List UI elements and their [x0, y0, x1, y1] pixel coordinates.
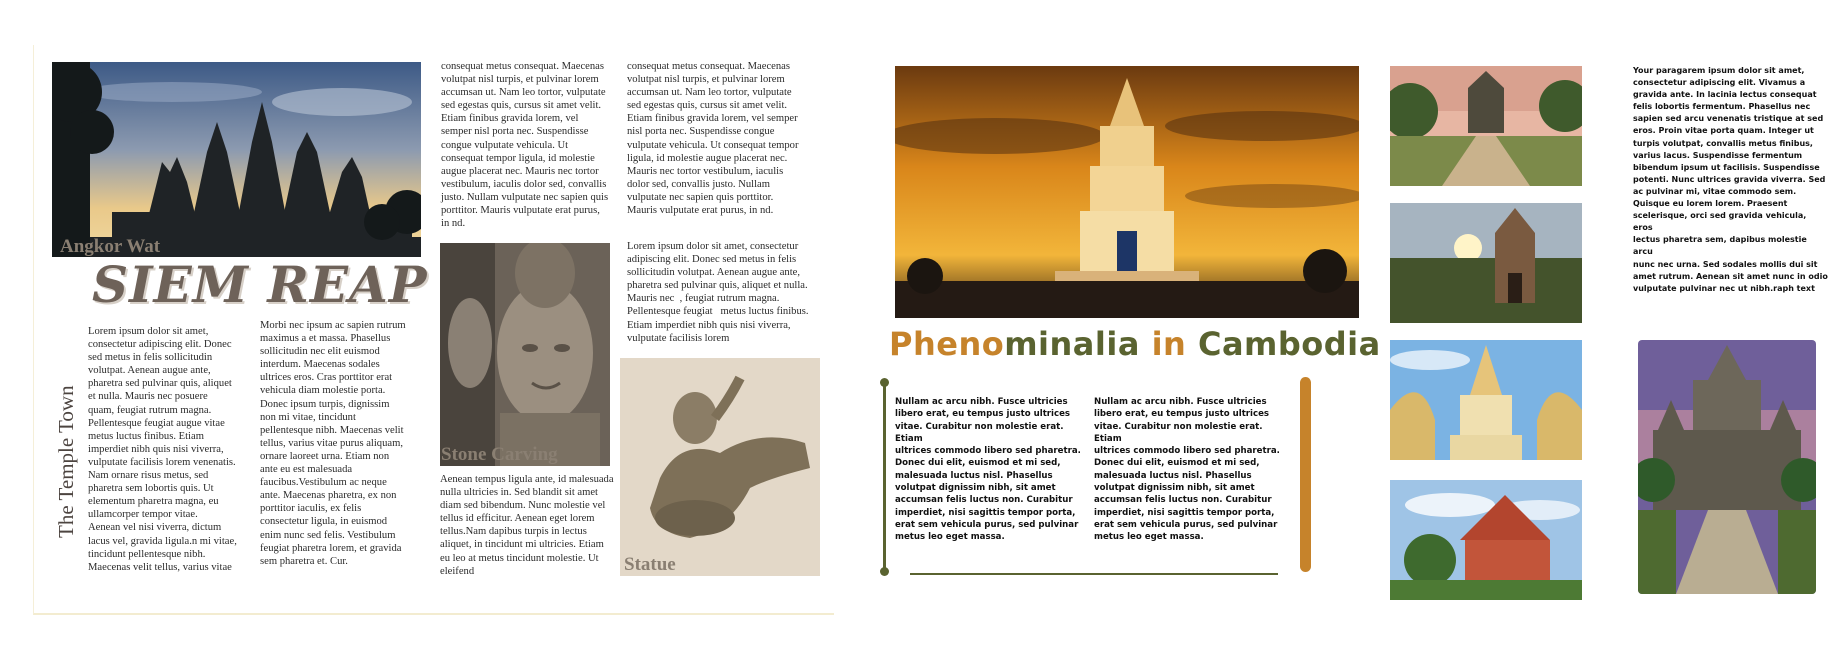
angkor-wat-photo — [52, 62, 421, 257]
statue-photo — [620, 358, 820, 576]
temple-path-photo — [1390, 66, 1582, 186]
body-column-3-bottom: Aenean tempus ligula ante, id malesuada nulla ultricies in. Sed blandit sit amet diam sed bibendum. Nunc molestie vel tellus id efficitur. Aenean eget lorem tellus.Nam dapibus turpis in lectus aliquet, in tincidunt mi ultricies. Etiam eu leo at metus tincidunt molestie. Ut eleifend — [440, 474, 614, 577]
stone-carving-photo — [440, 243, 610, 466]
caption-stone-carving: Stone Carving — [441, 444, 558, 465]
side-paragraph: Your paragarem ipsum dolor sit amet, consectetur adipiscing elit. Vivamus a gravida ante. In lacinia lectus consequat felis lobortis fermentum. Phasellus nec sapien sed arcu venenatis tristique at sed eros. Proin vitae porta quam. Integer ut turpis volutpat, convallis metus finibus, varius lacus. Suspendisse fermentum bibendum ipsum ut facilisis. Suspendisse potenti. Nunc ultrices gravida viverra. Sed ac pulvinar mi, vitae commodo sem. Quisque eu lorem lorem. Praesent scelerisque, orci sed gravida vehicula, eros lectus pharetra sem, dapibus molestie arcu nunc nec urna. Sed sodales mollis dui sit amet rutrum. Aenean sit amet nunc in odio vulputate pulvinar nec ut nibh.raph text — [1633, 66, 1828, 293]
brick-temple-photo — [1390, 203, 1582, 323]
body-column-3-top: consequat metus consequat. Maecenas volutpat nisl turpis, et pulvinar lorem accumsan ut. Nam leo tortor, vulputate sed egestas quis, cursus sit amet velit. Etiam finibus gravida lorem, vel semper nisl porta nec. Suspendisse congue vulputate vehicula. Ut consequat tempor ligula, id molestie augue placerat nec. Mauris nec tortor vestibulum, iaculis dolor sed, convallis justo. Nullam vulputate nec sapien quis porttitor. Mauris vulputate erat purus, in nd. — [441, 61, 609, 230]
vertical-title: The Temple Town — [54, 385, 78, 538]
caption-statue: Statue — [624, 554, 676, 575]
body-left-column: Nullam ac arcu nibh. Fusce ultricies libero erat, eu tempus justo ultrices vitae. Curabitur non molestie erat. Etiam ultrices commodo libero sed pharetra. Donec dui elit, euismod et mi sed, malesuada luctus nisl. Phasellus volutpat dignissim nibh, sit amet accumsan felis luctus non. Curabitur imperdiet, nisi sagittis tempor porta, erat sem vehicula purus, sed pulvinar metus leo eget massa. — [895, 397, 1081, 543]
siem-reap-title: SIEM REAP — [92, 255, 428, 314]
title-part-pheno: Pheno — [889, 325, 1005, 363]
bottom-dot — [880, 567, 889, 576]
top-dot — [880, 378, 889, 387]
body-column-4-mid: Lorem ipsum dolor sit amet, consectetur adipiscing elit. Donec sed metus in felis sollicitudin volutpat. Aenean augue ante, pharetra sed pulvinar quis, aliquet et nulla. Mauris nec , feugiat rutrum magna. Pellentesque feugiat metus luctus finibus. Etiam imperdiet nibh quis nisi viverra, vulputate facilisis lorem — [627, 241, 809, 344]
body-column-1: Lorem ipsum dolor sit amet, consectetur adipiscing elit. Donec sed metus in felis sollicitudin volutpat. Aenean augue ante, pharetra sed pulvinar quis, aliquet et nulla. Mauris nec posuere quam, feugiat rutrum magna. Pellentesque feugiat augue vitae metus luctus finibus. Etiam imperdiet nibh quis nisi viverra, vulputate facilisis lorem venenatis. Nam ornare risus metus, sed pharetra sem lobortis quis. Ut elementum pharetra magna, eu ullamcorper tempor vitae. Aenean vel nisi viverra, dictum lacus vel, gravida ligula.n mi vitae, tincidunt pellentesque nibh. Maecenas velit tellus, varius vitae — [88, 326, 237, 573]
bottom-olive-rule — [910, 573, 1278, 575]
body-right-column: Nullam ac arcu nibh. Fusce ultricies libero erat, eu tempus justo ultrices vitae. Curabitur non molestie erat. Etiam ultrices commodo libero sed pharetra. Donec dui elit, euismod et mi sed, malesuada luctus nisl. Phasellus volutpat dignissim nibh, sit amet accumsan felis luctus non. Curabitur imperdiet, nisi sagittis tempor porta, erat sem vehicula purus, sed pulvinar metus leo eget massa. — [1094, 397, 1280, 543]
left-olive-rule — [883, 382, 886, 572]
right-orange-bar — [1300, 377, 1311, 572]
national-museum-photo — [1390, 480, 1582, 600]
independence-monument-photo — [895, 66, 1359, 318]
phenominalia-title — [889, 325, 1381, 363]
caption-angkor-wat: Angkor Wat — [60, 236, 161, 257]
title-part-cambodia: Cambodia — [1197, 325, 1381, 363]
body-column-4-top: consequat metus consequat. Maecenas volutpat nisl turpis, et pulvinar lorem accumsan ut. Nam leo tortor, vulputate sed egestas quis, cursus sit amet velit. Etiam finibus gravida lorem, vel semper nisl porta nec. Suspendisse congue vulputate vehicula. Ut consequat tempor ligula, id molestie augue placerat nec. Mauris nec tortor vestibulum, iaculis dolor sed, convallis justo. Nullam vulputate nec sapien quis porttitor. Mauris vulputate erat purus, in nd. — [627, 61, 799, 217]
body-column-2: Morbi nec ipsum ac sapien rutrum maximus a et massa. Phasellus sollicitudin nec elit euismod interdum. Maecenas sodales ultrices eros. Cras porttitor erat vehicula diam molestie porta. Donec ipsum turpis, dignissim non mi vitae, tincidunt pellentesque nibh. Maecenas velit tellus, varius vitae purus aliquam, ornare laoreet urna. Etiam non ante eu est malesuada faucibus.Vestibulum ac neque ante. Maecenas pharetra, ex non porttitor iaculis, ex felis consectetur ligula, in euismod enim nunc sed felis. Vestibulum feugiat pharetra lorem, et gravida sem pharetra et. Cur. — [260, 320, 406, 567]
title-part-minalia: minalia — [1004, 325, 1140, 363]
title-part-in: in — [1139, 325, 1198, 363]
golden-pagoda-photo — [1390, 340, 1582, 460]
angkor-entrance-photo — [1638, 340, 1816, 594]
